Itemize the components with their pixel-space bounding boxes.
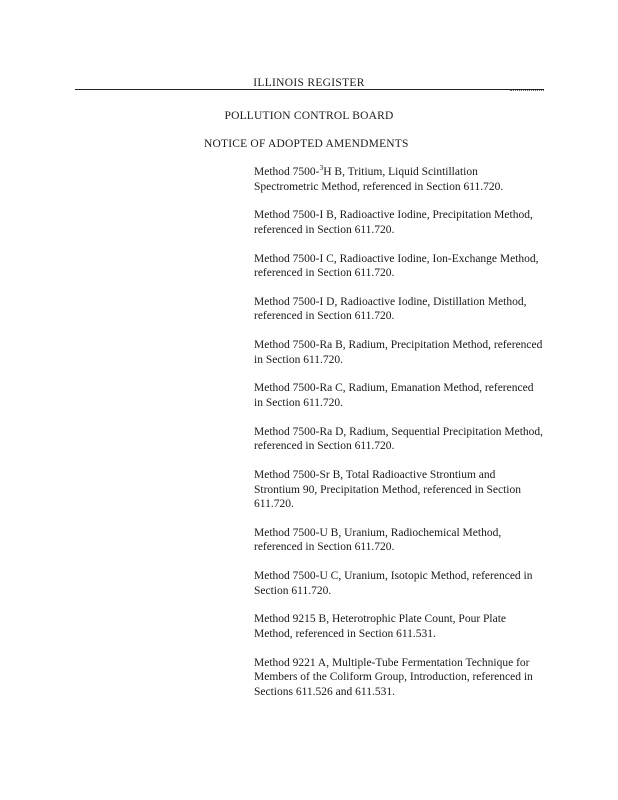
method-item: Method 7500-Ra B, Radium, Precipitation Method, referenced in Section 611.720. [254, 339, 543, 366]
method-item: Method 7500-I D, Radioactive Iodine, Distillation Method, referenced in Section 611.720. [254, 295, 527, 323]
header-rule [75, 89, 544, 90]
method-text: H B, Tritium, Liquid Scintillation Spectrometric Method, referenced in Section 611.720. [254, 166, 504, 193]
method-item: Method 7500-I B, Radioactive Iodine, Precipitation Method, referenced in Section 611.720. [254, 209, 533, 236]
method-item: Method 7500-U B, Uranium, Radiochemical Method, referenced in Section 611.720. [254, 526, 502, 554]
method-list [254, 165, 544, 714]
method-item: Method 9215 B, Heterotrophic Plate Count, Pour Plate Method, referenced in Section 611.531. [254, 613, 507, 640]
method-item: Method 7500-Sr B, Total Radioactive Strontium and Strontium 90, Precipitation Method, referenced in Section 611.720. [254, 469, 521, 511]
agency-name: POLLUTION CONTROL BOARD [224, 110, 394, 122]
header-rule-mark [510, 90, 544, 91]
method-item [254, 165, 544, 194]
notice-title: NOTICE OF ADOPTED AMENDMENTS [204, 138, 409, 150]
method-superscript: 3 [319, 163, 324, 173]
method-item: Method 7500-Ra C, Radium, Emanation Method, referenced in Section 611.720. [254, 382, 534, 409]
method-item: Method 7500-I C, Radioactive Iodine, Ion-Exchange Method, referenced in Section 611.720. [254, 252, 539, 280]
method-prefix: Method 7500- [254, 166, 320, 178]
page-header-title: ILLINOIS REGISTER [253, 77, 365, 89]
method-item: Method 7500-U C, Uranium, Isotopic Method, referenced in Section 611.720. [254, 570, 533, 597]
method-item: Method 7500-Ra D, Radium, Sequential Precipitation Method, referenced in Section 611.720. [254, 425, 544, 453]
method-item: Method 9221 A, Multiple-Tube Fermentation Technique for Members of the Coliform Group, Introduction, referenced in Sections 611.526 and 611.531. [254, 656, 533, 698]
